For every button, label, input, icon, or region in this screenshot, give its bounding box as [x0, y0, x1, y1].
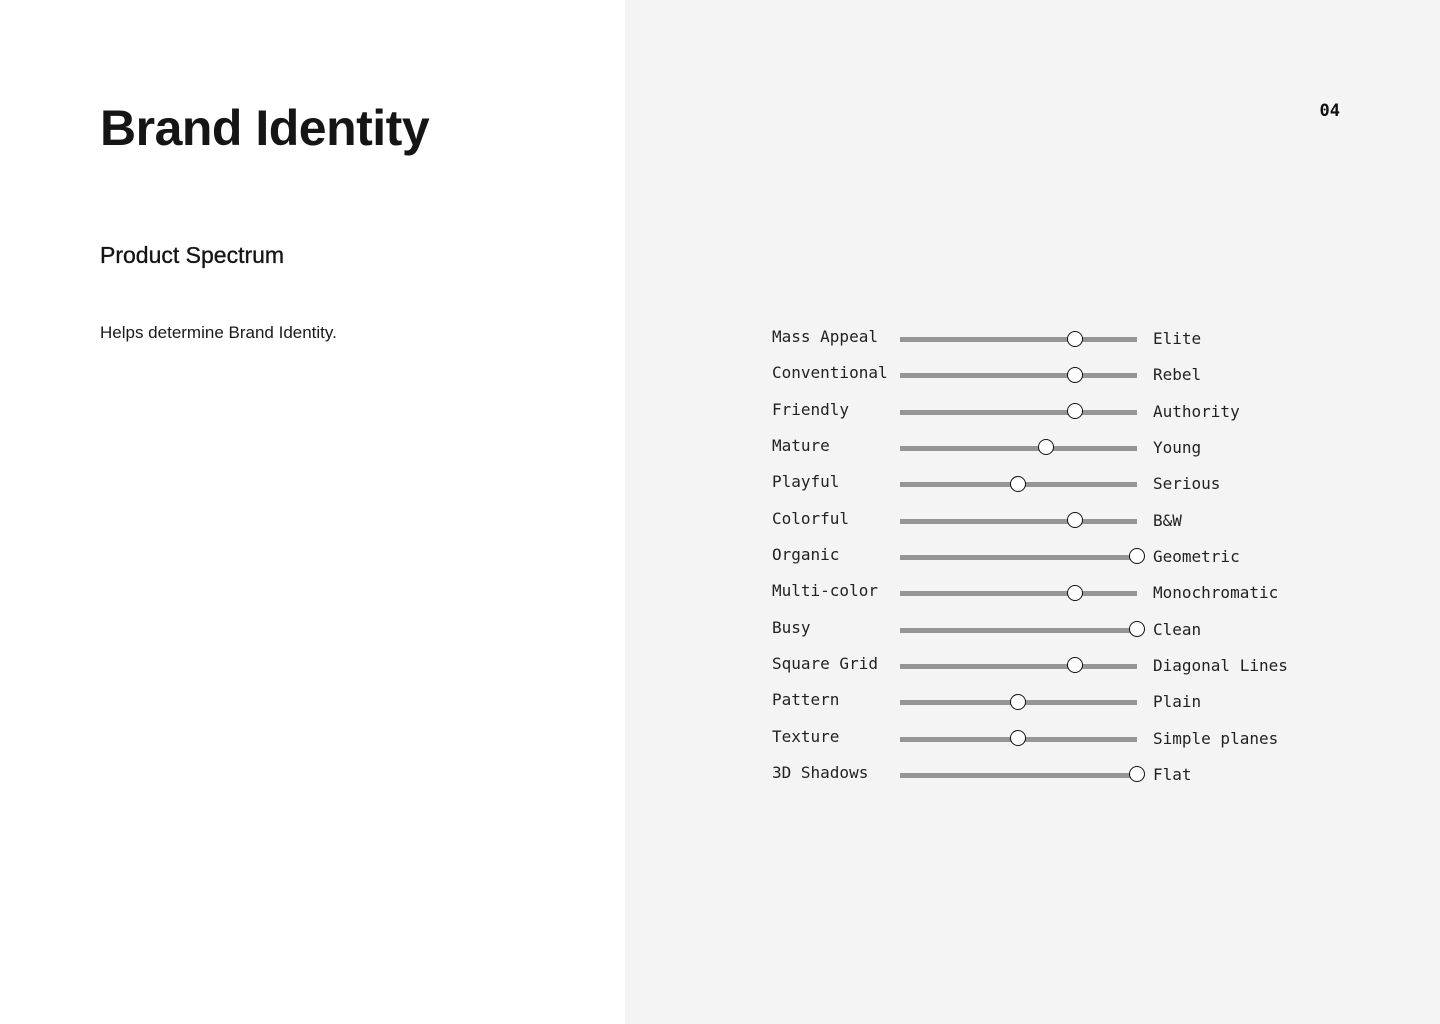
spectrum-row [772, 467, 1332, 503]
spectrum-slider-handle[interactable] [1129, 548, 1145, 564]
spectrum-right-label: Monochromatic [1153, 583, 1279, 603]
spectrum-left-label: 3D Shadows [772, 762, 869, 782]
spectrum-slider-track[interactable] [900, 555, 1137, 560]
spectrum-slider-handle[interactable] [1038, 439, 1054, 455]
spectrum-slider-track[interactable] [900, 482, 1137, 487]
product-spectrum [772, 322, 1332, 794]
spectrum-slider-track[interactable] [900, 410, 1137, 415]
spectrum-right-label: Plain [1153, 692, 1202, 712]
spectrum-slider-handle[interactable] [1067, 403, 1083, 419]
spectrum-row [772, 395, 1332, 431]
spectrum-slider-track[interactable] [900, 628, 1137, 633]
spectrum-right-label: Young [1153, 437, 1202, 457]
spectrum-right-label: Flat [1153, 764, 1192, 784]
spectrum-left-label: Mass Appeal [772, 327, 878, 346]
spectrum-row [772, 722, 1332, 758]
left-panel [0, 0, 625, 1024]
spectrum-slider-track[interactable] [900, 700, 1137, 705]
spectrum-slider-handle[interactable] [1067, 367, 1083, 383]
spectrum-slider-track[interactable] [900, 337, 1137, 342]
spectrum-slider-track[interactable] [900, 737, 1137, 742]
spectrum-right-label: Clean [1153, 619, 1202, 639]
spectrum-left-label: Organic [772, 544, 840, 564]
spectrum-slider-track[interactable] [900, 446, 1137, 451]
spectrum-left-label: Square Grid [772, 653, 878, 673]
spectrum-slider-handle[interactable] [1067, 585, 1083, 601]
spectrum-slider-handle[interactable] [1067, 657, 1083, 673]
spectrum-row [772, 431, 1332, 467]
spectrum-right-label: Geometric [1153, 546, 1240, 566]
spectrum-row [772, 576, 1332, 612]
spectrum-slider-handle[interactable] [1129, 621, 1145, 637]
spectrum-slider-track[interactable] [900, 773, 1137, 778]
spectrum-slider-track[interactable] [900, 519, 1137, 524]
spectrum-row [772, 322, 1332, 358]
spectrum-left-label: Conventional [772, 363, 888, 383]
section-description: Helps determine Brand Identity. [100, 323, 337, 342]
spectrum-left-label: Playful [772, 472, 840, 492]
spectrum-left-label: Multi-color [772, 581, 878, 601]
page-number: 04 [1319, 101, 1340, 121]
section-title: Product Spectrum [100, 242, 285, 268]
spectrum-left-label: Busy [772, 617, 811, 637]
spectrum-row [772, 613, 1332, 649]
spectrum-row [772, 758, 1332, 794]
spectrum-row [772, 649, 1332, 685]
spectrum-slider-handle[interactable] [1010, 730, 1026, 746]
spectrum-row [772, 358, 1332, 394]
spectrum-right-label: Elite [1153, 329, 1202, 348]
spectrum-right-label: Simple planes [1153, 728, 1279, 748]
spectrum-slider-track[interactable] [900, 591, 1137, 596]
spectrum-slider-handle[interactable] [1129, 766, 1145, 782]
spectrum-row [772, 685, 1332, 721]
spectrum-left-label: Colorful [772, 508, 850, 528]
spectrum-right-label: Authority [1153, 401, 1240, 421]
spectrum-slider-track[interactable] [900, 373, 1137, 378]
spectrum-left-label: Pattern [772, 690, 840, 710]
spectrum-row [772, 504, 1332, 540]
spectrum-left-label: Mature [772, 435, 830, 455]
spectrum-slider-handle[interactable] [1010, 476, 1026, 492]
spectrum-right-label: B&W [1153, 510, 1182, 530]
spectrum-slider-handle[interactable] [1010, 694, 1026, 710]
spectrum-row [772, 540, 1332, 576]
spectrum-slider-handle[interactable] [1067, 331, 1083, 347]
spectrum-slider-handle[interactable] [1067, 512, 1083, 528]
page-title: Brand Identity [100, 100, 430, 156]
spectrum-slider-track[interactable] [900, 664, 1137, 669]
spectrum-right-label: Diagonal Lines [1153, 655, 1288, 675]
spectrum-left-label: Texture [772, 726, 840, 746]
spectrum-left-label: Friendly [772, 399, 850, 419]
spectrum-right-label: Rebel [1153, 365, 1202, 385]
spectrum-right-label: Serious [1153, 474, 1221, 494]
